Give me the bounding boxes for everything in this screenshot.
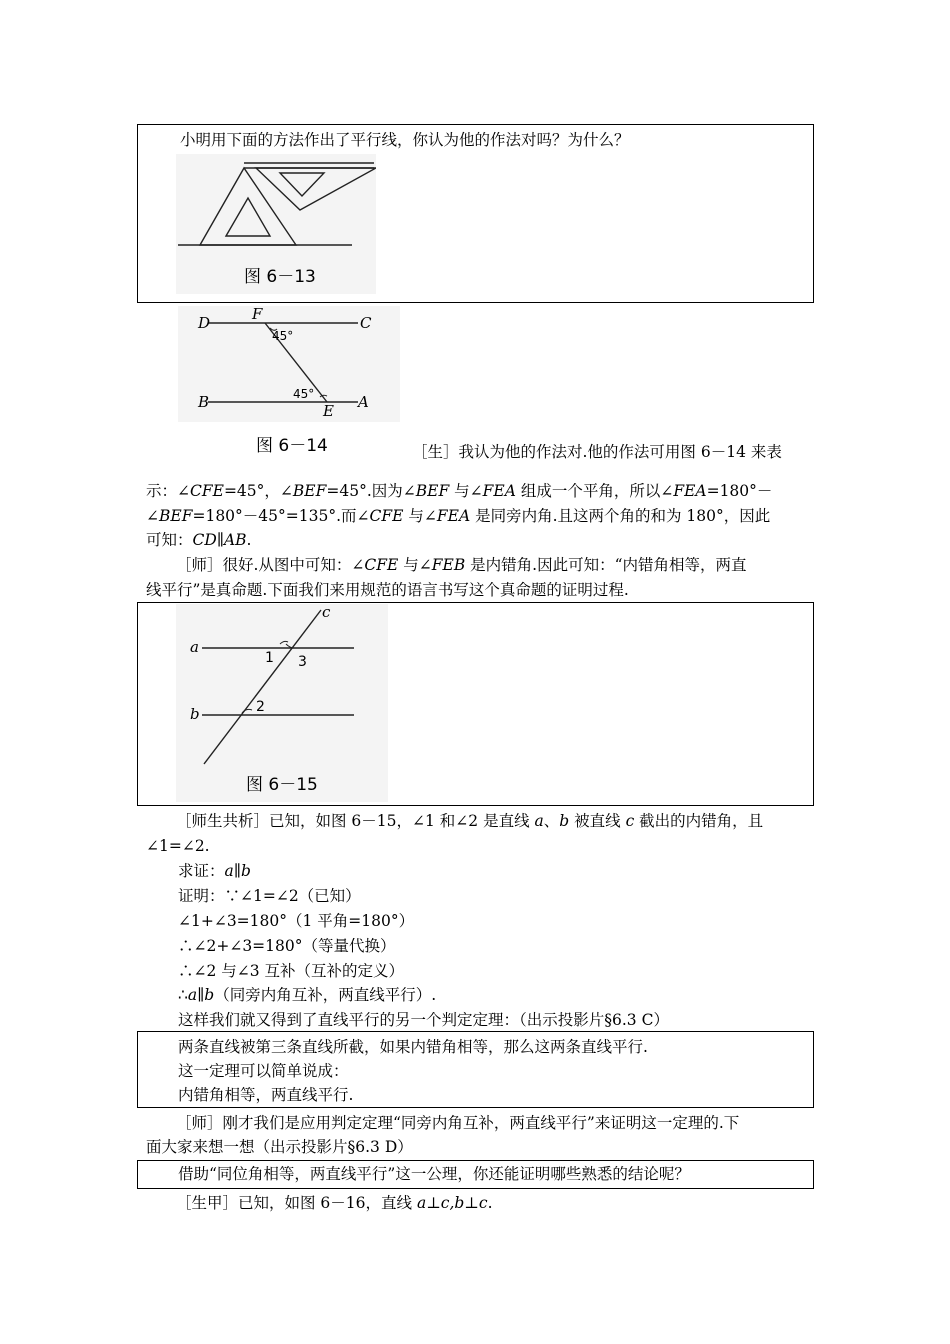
theorem-l3: 内错角相等，两直线平行. bbox=[178, 1086, 354, 1104]
label-F: F bbox=[252, 306, 263, 323]
proof-l8: ∴a∥b（同旁内角互补，两直线平行）. bbox=[178, 986, 437, 1004]
proof-l7: ∴∠2 与∠3 互补（互补的定义） bbox=[178, 962, 405, 980]
para-teacher1-l1: ［师］很好.从图中可知：∠CFE 与∠FEB 是内错角.因此可知：“内错角相等，两直 bbox=[176, 556, 747, 574]
label-C: C bbox=[360, 314, 372, 332]
figure-6-15 bbox=[176, 604, 388, 802]
angle-2-label: 2 bbox=[256, 699, 265, 715]
fig-6-15-caption: 图 6－15 bbox=[246, 775, 318, 795]
fig-6-14-caption: 图 6－14 bbox=[256, 436, 328, 456]
question-text: 小明用下面的方法作出了平行线，你认为他的作法对吗？为什么？ bbox=[180, 131, 630, 149]
para-student2-l1: ［生甲］已知，如图 6－16，直线 a⊥c,b⊥c. bbox=[176, 1194, 493, 1212]
para-teacher2-l1: ［师］刚才我们是应用判定定理“同旁内角互补，两直线平行”来证明这一定理的.下 bbox=[176, 1114, 740, 1132]
proof-l3: 求证：a∥b bbox=[178, 862, 251, 880]
label-B: B bbox=[198, 393, 210, 411]
figure-6-14 bbox=[178, 306, 400, 462]
proof-l6: ∴∠2+∠3=180°（等量代换） bbox=[178, 937, 396, 955]
proof-l1: ［师生共析］已知，如图 6－15，∠1 和∠2 是直线 a、b 被直线 c 截出的内错角，且 bbox=[176, 812, 764, 830]
fig-6-13-caption: 图 6－13 bbox=[244, 267, 316, 287]
axiom-question: 借助“同位角相等，两直线平行”这一公理，你还能证明哪些熟悉的结论呢？ bbox=[178, 1165, 690, 1183]
proof-l4: 证明：∵∠1=∠2（已知） bbox=[178, 887, 361, 905]
proof-l9: 这样我们就又得到了直线平行的另一个判定定理：（出示投影片§6.3 C） bbox=[178, 1011, 669, 1029]
para-student-l1: ［生］我认为他的作法对.他的作法可用图 6－14 来表 bbox=[412, 443, 782, 461]
proof-l2: ∠1=∠2. bbox=[146, 837, 210, 855]
theorem-l2: 这一定理可以简单说成： bbox=[178, 1062, 349, 1080]
theorem-l1: 两条直线被第三条直线所截，如果内错角相等，那么这两条直线平行. bbox=[178, 1038, 648, 1056]
angle-1-label: 1 bbox=[265, 650, 274, 666]
para-teacher2-l2: 面大家来想一想（出示投影片§6.3 D） bbox=[146, 1138, 413, 1156]
para-student-l2: 示：∠CFE=45°，∠BEF=45°.因为∠BEF 与∠FEA 组成一个平角，所以∠FEA=180°－ bbox=[146, 482, 773, 500]
angle-top-label: 45° bbox=[272, 329, 294, 343]
label-A: A bbox=[358, 393, 369, 411]
angle-bottom-label: 45° bbox=[293, 387, 315, 401]
label-E: E bbox=[323, 402, 334, 420]
angle-3-label: 3 bbox=[298, 654, 307, 670]
label-D: D bbox=[198, 314, 211, 332]
figure-6-13 bbox=[176, 154, 376, 294]
proof-l5: ∠1+∠3=180°（1 平角=180°） bbox=[178, 912, 415, 930]
label-a: a bbox=[190, 638, 199, 656]
para-student-l3: ∠BEF=180°－45°=135°.而∠CFE 与∠FEA 是同旁内角.且这两个角的和为 180°，因此 bbox=[146, 507, 771, 525]
label-c: c bbox=[322, 604, 331, 621]
para-student-l4: 可知：CD∥AB. bbox=[146, 531, 252, 549]
para-teacher1-l2: 线平行”是真命题.下面我们来用规范的语言书写这个真命题的证明过程. bbox=[146, 581, 629, 599]
label-b: b bbox=[190, 705, 200, 723]
